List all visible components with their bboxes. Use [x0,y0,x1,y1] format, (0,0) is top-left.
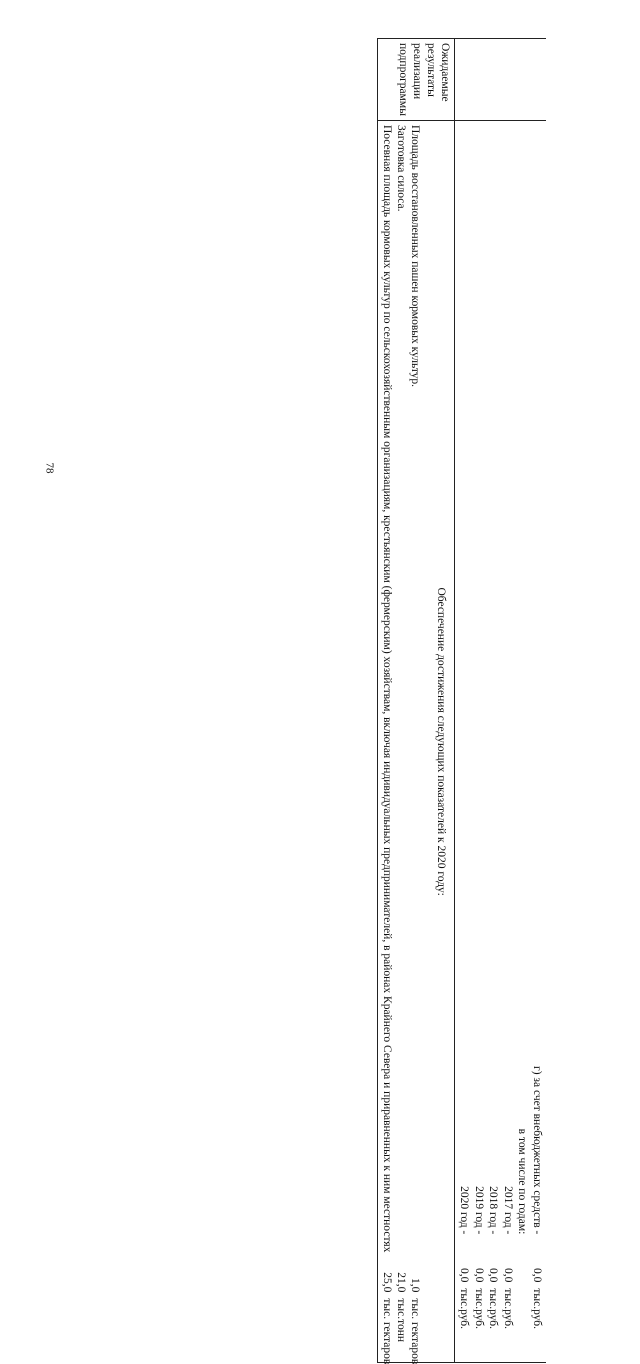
program-table [377,38,546,1363]
funding-value: 0,0 [531,1267,543,1283]
results-heading: Ожидаемые результаты реализации подпрограммы [378,39,455,121]
funding-unit [515,1282,530,1358]
result-item [380,124,394,1364]
funding-line [472,125,487,1358]
funding-left-cell [455,39,547,121]
result-text: Посевная площадь кормовых культур по сельскохозяйственным организациям, крестьянским (фермерским) хозяйствам, включая индивидуальных предпринимателей, в районах Крайнего Севера и приравненных к ним местностях [381,124,393,1253]
result-text: Площадь восстановленных пашен кормовых культур. [409,124,421,388]
funding-unit: тыс.руб. [473,1288,485,1330]
funding-line [515,125,530,1358]
result-value: 21,0 [395,1272,407,1293]
funding-unit: тыс.руб. [531,1288,543,1330]
funding-cell [455,120,547,1362]
funding-unit: тыс.руб. [502,1288,514,1330]
funding-value: 0,0 [473,1267,485,1283]
funding-line [486,125,501,1358]
result-value: 1,0 [409,1277,421,1293]
rotated-table-area [320,38,546,1364]
funding-line [530,125,545,1358]
funding-value: 0,0 [487,1267,500,1283]
result-value: 25,0 [381,1272,393,1293]
result-unit: тыс.тонн [395,1298,407,1343]
funding-row [455,39,547,1363]
result-text: Заготовка силоса. [395,124,407,212]
result-item [394,125,408,1358]
funding-value: 0,0 [502,1267,514,1283]
page-number: 78 [43,462,56,474]
funding-label: г) за счет внебюджетных средств - [531,1066,543,1235]
funding-label: в том числе по годам: [516,1128,529,1235]
funding-value [515,1234,530,1282]
funding-label: 2019 год - [473,1186,485,1235]
result-item [408,124,422,1364]
funding-line [501,125,516,1358]
funding-line [457,125,472,1358]
result-unit: тыс. гектаров [409,1298,421,1364]
funding-unit: тыс.руб. [458,1288,471,1330]
funding-label: 2017 год - [502,1186,514,1235]
funding-label: 2018 год - [487,1186,500,1235]
results-row [378,39,455,1363]
result-unit: тыс. гектаров [381,1298,393,1364]
results-cell [378,120,455,1362]
funding-value: 0,0 [458,1267,471,1283]
funding-unit: тыс.руб. [487,1288,500,1330]
funding-label: 2020 год - [458,1186,471,1235]
results-intro: Обеспечение достижения следующих показателей к 2020 году: [435,587,447,896]
